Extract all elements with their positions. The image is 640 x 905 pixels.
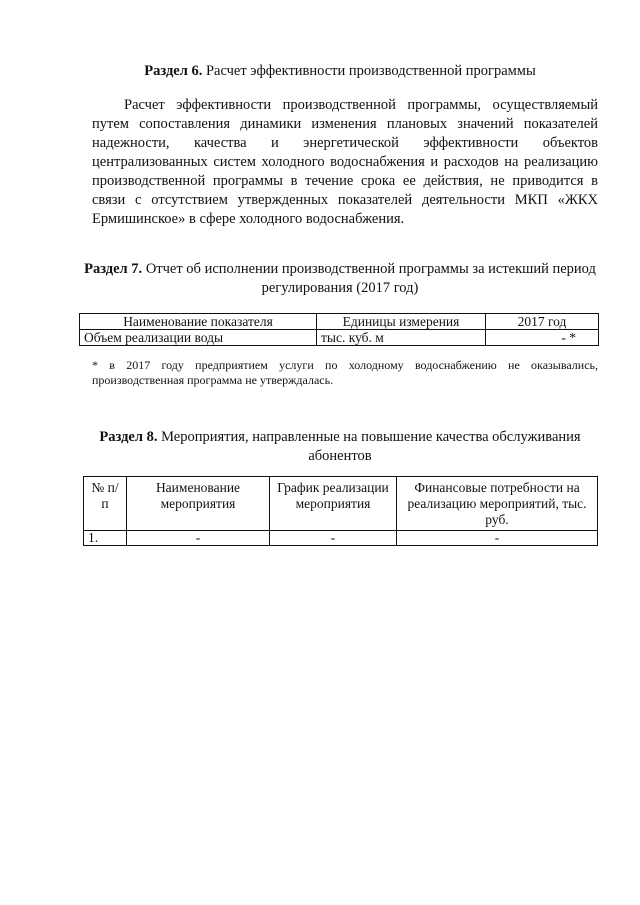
column-header-year: 2017 год [486, 314, 599, 330]
cell-measure: - [127, 531, 270, 546]
table-header-row [80, 314, 599, 330]
cell-number: 1. [84, 531, 127, 546]
table-header-row [84, 477, 598, 531]
section-7-footnote: * в 2017 году предприятием услуги по холодному водоснабжению не оказывались, производственная программа не утверждалась. [92, 358, 598, 387]
section-8-title: Мероприятия, направленные на повышение качества обслуживания абонентов [161, 429, 581, 464]
section-7-label: Раздел 7. [84, 261, 143, 277]
section-7-title: Отчет об исполнении производственной программы за истекший период регулирования (2017 год) [145, 261, 596, 296]
cell-unit: тыс. куб. м [317, 330, 486, 346]
section-6-heading [80, 62, 600, 81]
section-6-label: Раздел 6. [144, 63, 203, 79]
column-header-funding: Финансовые потребности на реализацию мероприятий, тыс. руб. [397, 477, 598, 531]
section-8-heading [80, 428, 600, 466]
table-row [84, 531, 598, 546]
section-8-label: Раздел 8. [99, 429, 158, 445]
cell-indicator: Объем реализации воды [80, 330, 317, 346]
section-6-paragraph: Расчет эффективности производственной программы, осуществляемый путем сопоставления динамики изменения плановых значений показателей надежности, качества и энергетической эффективности объектов централизованных систем холодного водоснабжения и расходов на реализацию производственной программы в течение срока ее действия, не приводится в связи с отсутствием утвержденных показателей деятельности МКП «ЖКХ Ермишинское» в сфере холодного водоснабжения. [92, 97, 598, 227]
cell-value: - * [486, 330, 599, 346]
column-header-indicator: Наименование показателя [80, 314, 317, 330]
cell-schedule: - [270, 531, 397, 546]
measures-table [83, 476, 598, 546]
column-header-unit: Единицы измерения [317, 314, 486, 330]
column-header-measure: Наименование мероприятия [127, 477, 270, 531]
section-7-heading [80, 260, 600, 298]
column-header-number: № п/п [84, 477, 127, 531]
column-header-schedule: График реализации мероприятия [270, 477, 397, 531]
execution-report-table [79, 313, 599, 346]
table-row [80, 330, 599, 346]
section-6-title: Расчет эффективности производственной программы [205, 63, 536, 79]
cell-funding: - [397, 531, 598, 546]
